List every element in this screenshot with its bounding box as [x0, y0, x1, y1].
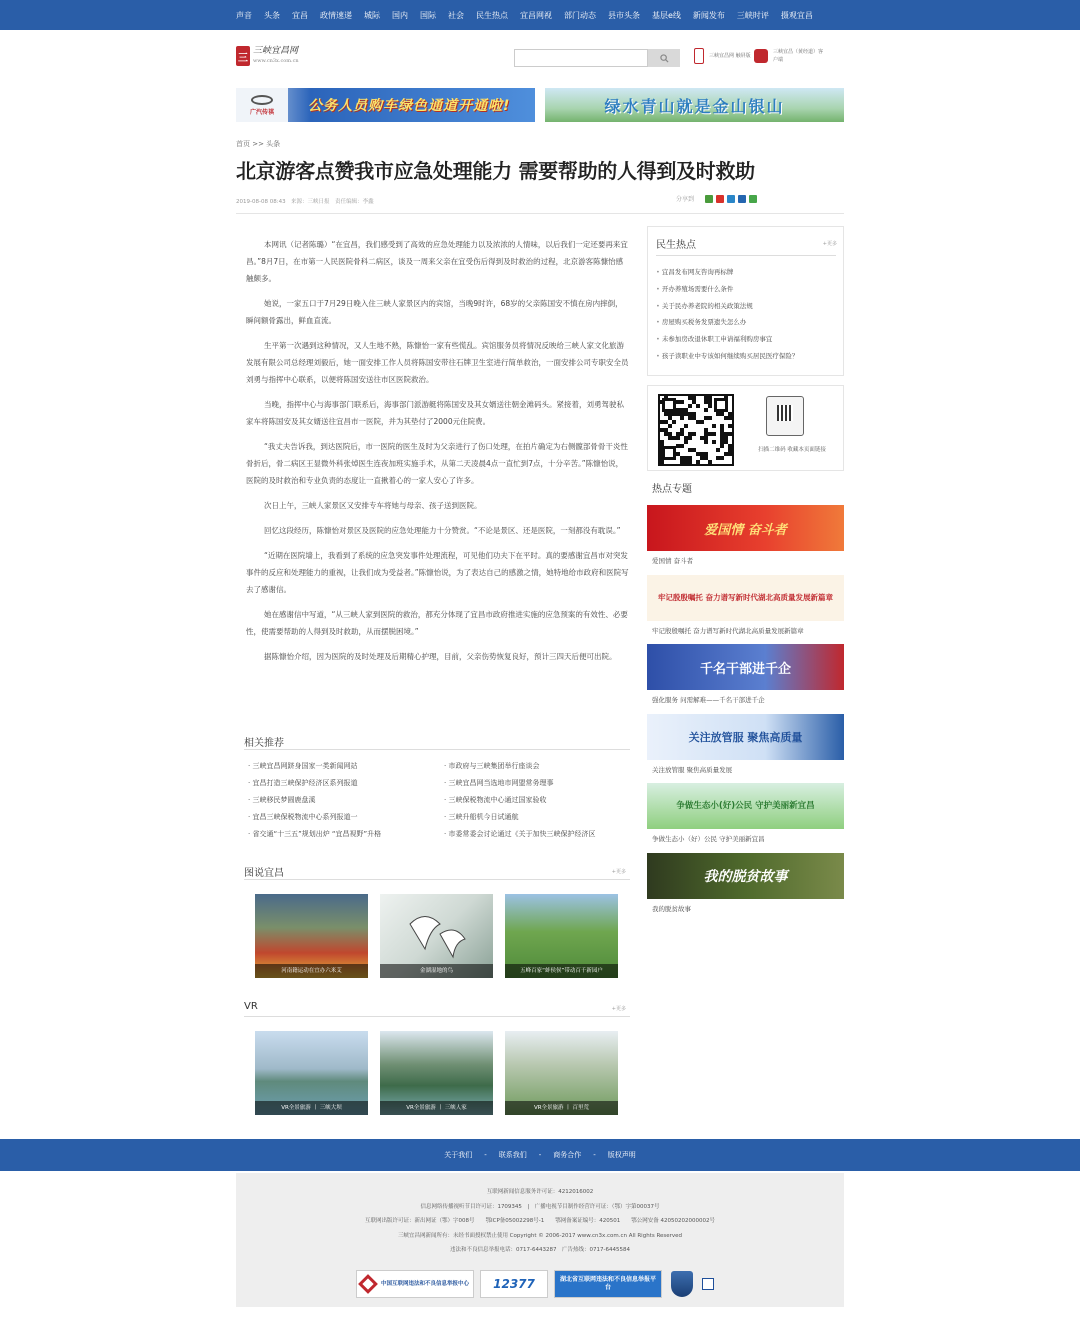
vr-header: [244, 999, 630, 1017]
vr-item[interactable]: [505, 1031, 618, 1115]
trust-icon[interactable]: [702, 1278, 714, 1290]
topic-caption: 爱国情 奋斗者: [652, 557, 694, 565]
mobile-version-link[interactable]: [694, 48, 761, 64]
nav-item[interactable]: 政情速递: [320, 10, 352, 20]
nav-item[interactable]: 三峡时评: [736, 10, 769, 20]
hot-topics-list: [656, 264, 798, 365]
article-paragraph: 次日上午，三峡人家景区又安排专车将她与母亲、孩子送到医院。: [264, 501, 482, 510]
nav-item[interactable]: 声音: [236, 10, 252, 20]
police-shield-icon: [671, 1271, 693, 1297]
footer-link[interactable]: 联系我们: [498, 1151, 527, 1159]
vr-item[interactable]: [380, 1031, 493, 1115]
search-icon: [660, 54, 669, 63]
footer-line: 信息网络传播视听节目许可证：1709345 | 广播电视节目制作经营许可证：（鄂）字第00037号: [420, 1203, 660, 1210]
nav-item[interactable]: 民生热点: [476, 10, 508, 20]
report-center-icon: [358, 1274, 378, 1294]
article-paragraph: 回忆这段经历，陈慷怡对景区及医院的应急处理能力十分赞赏。“不论是景区、还是医院，一刻都没有耽误。”: [264, 526, 621, 535]
footer-line: 互联网新闻信息服务许可证：4212016002: [486, 1189, 594, 1195]
topic-banner: 关注放管服 聚焦高质量: [647, 714, 844, 760]
topic-caption: 我的脱贫故事: [652, 905, 691, 913]
footer-line: 互联网出版许可证：新出网证（鄂）字008号 鄂ICP备05002298号-1 鄂网备案证编号：420501 鄂公网安备 42050202000002号: [365, 1218, 715, 1224]
article-paragraph: 本网讯（记者陈璐）“在宜昌，我们感受到了高效的应急处理能力以及浓浓的人情味，以后我们一定还要再来宜昌。”8月7日，在市第一人民医院骨科二病区，谈及一周来父亲在宜受伤后得到及时救治的过程，北京游客陈慷怡感触颇多。: [246, 240, 628, 283]
nav-item[interactable]: 国际: [420, 10, 436, 20]
topic-banner: 我的脱贫故事: [647, 853, 844, 899]
nav-item[interactable]: 基层e线: [652, 10, 681, 20]
footer-separator: -: [484, 1151, 487, 1159]
topic-item[interactable]: [647, 575, 844, 635]
hot-topics-more-link[interactable]: +更多: [822, 241, 837, 247]
footer: [236, 1173, 844, 1307]
related-link[interactable]: · 宜昌打造三峡保护经济区系列报道: [248, 779, 358, 787]
gallery-caption: 五峰百家“蚌侯侯”带动百千新园户: [505, 964, 618, 978]
related-link[interactable]: · 宜昌三峡保税物流中心系列报道一: [248, 813, 358, 821]
article-meta: 2019-08-08 08:43 来源：三峡日报 责任编辑：李鑫: [236, 199, 374, 205]
hubei-report-badge[interactable]: 湖北省互联网违法和不良信息举报平台: [554, 1270, 662, 1298]
footer-line: 违法和不良信息举报电话：0717-6443287 广告热线：0717-6445584: [450, 1247, 630, 1253]
site-header: [236, 40, 844, 74]
weibo-share-icon[interactable]: [716, 195, 724, 203]
related-link[interactable]: · 三峡保税物流中心通过国家验收: [444, 796, 547, 804]
gac-brand: 广汽传祺: [236, 88, 288, 122]
hot-topics-box: [647, 226, 844, 376]
gallery-caption: 河南籍运动在宜办六米艾: [255, 964, 368, 978]
vr-item[interactable]: [255, 1031, 368, 1115]
top-navigation: [0, 0, 1080, 30]
ad-banners: [236, 88, 844, 122]
nav-item[interactable]: 国内: [392, 10, 408, 20]
footer-separator: -: [593, 1151, 596, 1159]
breadcrumb[interactable]: 首页 >> 头条: [236, 140, 281, 148]
hot-topic-link[interactable]: • 未参加房改退休职工申请福利购房事宜: [656, 331, 798, 348]
vr-caption: VR全景旅游 丨 百里荒: [505, 1101, 618, 1115]
footer-lines: [236, 1185, 844, 1258]
logo-mark-icon: 三: [236, 46, 250, 66]
topic-item[interactable]: [647, 853, 844, 913]
nav-item[interactable]: 社会: [448, 10, 464, 20]
qr-code: [658, 394, 734, 466]
related-link[interactable]: · 市委常委会讨论通过《关于加快三峡保护经济区: [444, 830, 596, 838]
share-label: 分享到: [676, 196, 695, 203]
related-link[interactable]: · 三峡升船机今日试通航: [444, 813, 519, 821]
nav-item[interactable]: 头条: [264, 10, 280, 20]
nav-item[interactable]: 县市头条: [608, 10, 640, 20]
nav-item[interactable]: 宜昌: [292, 10, 308, 20]
article-paragraph: “我丈夫告诉我，到达医院后，市一医院的医生及时为父亲进行了伤口处理，在拍片确定为右侧髋部骨骨干炎性骨折后，骨二病区王显微外科张焯医生连夜加班实施手术，从第二天凌晨4点一直忙到7点，十分辛苦。”陈慷怡说，医院的及时救治和专业负责的态度让一直揪着心的一家人安心了许多。: [246, 442, 628, 485]
green-mountains-banner[interactable]: [545, 88, 844, 122]
app-client-label: 三峡宜昌（黄经道）客户端: [773, 49, 824, 63]
related-right-column: [444, 758, 639, 843]
topic-item[interactable]: [647, 783, 844, 843]
related-link[interactable]: · 市政府与三峡集团举行座谈会: [444, 762, 540, 770]
gac-logo-icon: [251, 95, 273, 105]
nav-item[interactable]: 摄观宜昌: [780, 10, 813, 20]
mobile-version-label: 三峡宜昌网 触屏版: [709, 53, 751, 59]
vr-title: VR: [244, 1001, 258, 1012]
topics-title: 热点专题: [652, 484, 692, 495]
nav-item[interactable]: 新闻发布: [692, 10, 725, 20]
hot-topic-link[interactable]: • 宜昌发布网友咨询再标牌: [656, 264, 798, 281]
article-body: [246, 236, 629, 673]
report-center-badge[interactable]: 中国互联网违法和不良信息举报中心: [356, 1270, 474, 1298]
hot-topic-link[interactable]: • 孩子读职业中专该如何继续购买居民医疗保险？: [656, 348, 798, 365]
nav-item[interactable]: 宜昌网视: [520, 10, 552, 20]
article-paragraph: 她说，一家五口于7月29日晚入住三峡人家景区内的宾馆，当晚9时许，68岁的父亲陈国安不慎在房内摔倒，瞬间额骨露出，鲜血直流。: [246, 299, 623, 325]
title-divider: [236, 213, 844, 214]
related-link[interactable]: · 三峡宜昌网当选地市网盟常务理事: [444, 779, 554, 787]
site-logo[interactable]: [236, 42, 308, 70]
12377-badge[interactable]: 12377: [480, 1270, 548, 1298]
gallery-more-link[interactable]: +更多: [611, 869, 626, 875]
topic-item[interactable]: [647, 644, 844, 704]
related-header: [244, 732, 630, 750]
gallery-caption: 金湖湿地的鸟: [380, 964, 493, 978]
gallery-item[interactable]: [380, 894, 493, 978]
hot-topics-title: 民生热点: [656, 240, 696, 251]
related-title: 相关推荐: [244, 738, 284, 749]
footer-link[interactable]: 商务合作: [553, 1151, 582, 1159]
wechat-share-icon[interactable]: [749, 195, 757, 203]
topic-banner: 爱国情 奋斗者: [647, 505, 844, 551]
green-mountains-text: 绿水青山就是金山银山: [604, 96, 785, 116]
topic-caption: 争做生态小（好）公民 守护美丽新宜昌: [652, 835, 765, 843]
nav-item[interactable]: 部门动态: [564, 10, 596, 20]
hot-topic-link[interactable]: • 关于民办养老院的相关政策法规: [656, 298, 798, 315]
vr-caption: VR全景旅游 丨 三峡人家: [380, 1101, 493, 1115]
phone-icon: [694, 48, 704, 64]
article-paragraph: 她在感谢信中写道，“从三峡人家到医院的救治，都充分体现了宜昌市政府推进实施的应急预案的有效性、必要性，使需要帮助的人得到及时救助，从而摆脱困境。”: [246, 610, 628, 636]
search-input[interactable]: [514, 49, 648, 67]
gallery-item[interactable]: [505, 894, 618, 978]
hot-topic-link[interactable]: • 开办养殖场需要什么条件: [656, 281, 798, 298]
police-badge[interactable]: [668, 1270, 696, 1298]
related-link[interactable]: · 三峡宜昌网跻身国家一类新闻网站: [248, 762, 358, 770]
nav-item[interactable]: 城际: [364, 10, 380, 20]
nav-list: [236, 0, 825, 30]
topic-item[interactable]: [647, 714, 844, 774]
topic-caption: 关注放管服 聚焦高质量发展: [652, 766, 733, 774]
topic-caption: 强化服务 问需解难——千名干部进千企: [652, 696, 765, 704]
topic-banner: 牢记殷殷嘱托 奋力谱写新时代湖北高质量发展新篇章: [647, 575, 844, 621]
related-link[interactable]: · 三峡移民梦圆鹿盘溪: [248, 796, 316, 804]
footer-separator: -: [538, 1151, 542, 1159]
topic-banner: 千名干部进千企: [647, 644, 844, 690]
footer-link[interactable]: 关于我们: [444, 1151, 473, 1159]
car-ad-text: 公务人员购车绿色通道开通啦!: [308, 98, 511, 114]
qr-caption: 扫描二维码 收藏本页面链接: [758, 447, 826, 453]
article-paragraph: 据陈慷怡介绍，因为医院的及时处理及后期精心护理，目前，父亲伤势恢复良好，预计三四天后便可出院。: [264, 652, 617, 661]
hot-topics-divider: [656, 255, 836, 256]
phone-scan-icon: [766, 396, 804, 436]
topic-item[interactable]: [647, 505, 844, 565]
vr-caption: VR全景旅游 丨 三峡大坝: [255, 1101, 368, 1115]
gallery-title: 图说宜昌: [244, 868, 284, 879]
article-title: 北京游客点赞我市应急处理能力 需要帮助的人得到及时救助: [236, 159, 755, 183]
share-bar: [676, 194, 757, 203]
tencent-share-icon[interactable]: [727, 195, 735, 203]
article-paragraph: 当晚，指挥中心与海事部门联系后，海事部门派游艇将陈国安及其女婿送往朝金滩码头。紧接着，刘勇驾驶私家车将陈国安及其女婿送往宜昌市一医院，并为其垫付了2000元住院费。: [246, 400, 624, 426]
app-icon: [754, 49, 768, 63]
car-ad-banner[interactable]: [236, 88, 535, 122]
hot-topic-link[interactable]: • 房屋购买税务发票遗失怎么办: [656, 314, 798, 331]
renren-share-icon[interactable]: [738, 195, 746, 203]
article-paragraph: 生平第一次遇到这种情况，又人生地不熟，陈慷怡一家有些慌乱。宾馆服务员将情况反映给三峡人家文化旅游发展有限公司总经理刘毅后，她一面安排工作人员将陈国安带往石牌卫生室进行简单救治，一面安排公司专职安全员刘勇与指挥中心联系，以便将陈国安送往市区医院救治。: [246, 341, 629, 384]
footer-badges: [356, 1269, 720, 1299]
article-paragraph: “近期在医院墙上，我看到了系统的应急突发事件处理流程，可见他们功夫下在平时。真的要感谢宜昌市对突发事件的反应和处理能力的重视，让我们成为受益者。”陈慷怡说，为了表达自己的感激之情，她特地给市政府和医院写去了感谢信。: [246, 551, 629, 594]
search-button[interactable]: [648, 49, 680, 67]
footer-navigation: [0, 1139, 1080, 1171]
app-client-link[interactable]: [754, 48, 825, 64]
related-link[interactable]: · 省交通“十三五”规划出炉 “宜昌视野”升格: [248, 830, 382, 838]
footer-link[interactable]: 版权声明: [607, 1151, 636, 1159]
gallery-item[interactable]: [255, 894, 368, 978]
topic-caption: 牢记殷殷嘱托 奋力谱写新时代湖北高质量发展新篇章: [652, 627, 804, 635]
qr-code-box: [647, 385, 844, 471]
footer-line: 三峡宜昌网新闻所有：未经书面授权禁止使用 Copyright © 2006-2017 www.cn3x.com.cn All Rights Reserved: [397, 1232, 683, 1239]
logo-text: 三峡宜昌网 www.cn3x.com.cn: [253, 46, 299, 64]
vr-more-link[interactable]: +更多: [611, 1006, 626, 1012]
related-left-column: [248, 758, 443, 843]
gallery-header: [244, 862, 630, 880]
topic-banner: 争做生态小(好)公民 守护美丽新宜昌: [647, 783, 844, 829]
qzone-share-icon[interactable]: [705, 195, 713, 203]
